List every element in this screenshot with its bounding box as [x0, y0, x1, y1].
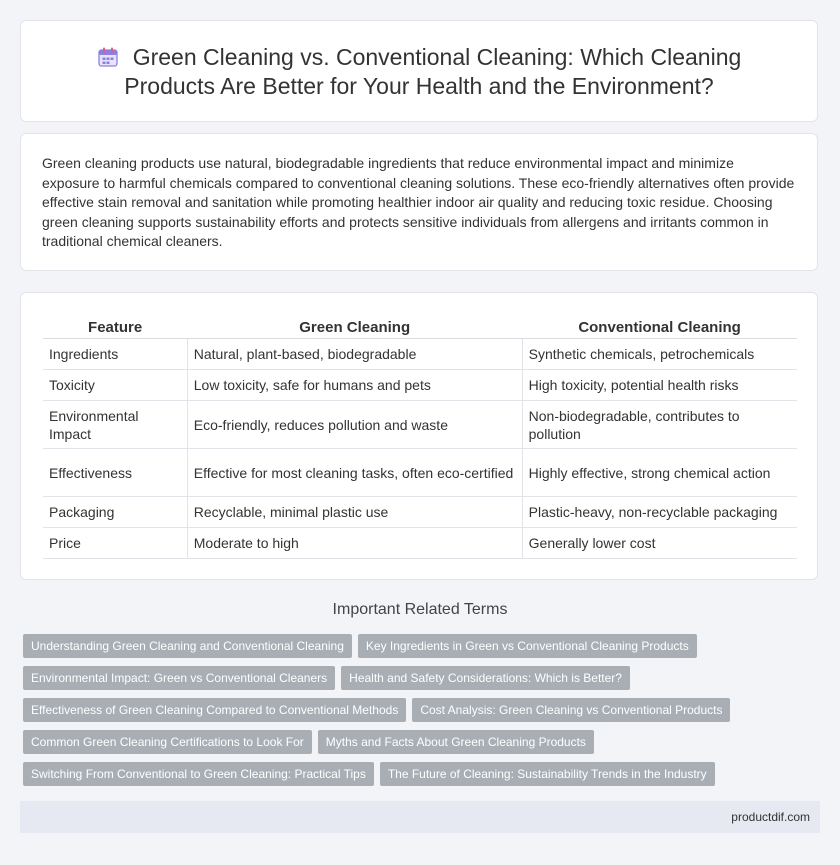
row-feature: Ingredients — [43, 339, 187, 370]
header-feature: Feature — [43, 317, 187, 339]
related-terms-list — [23, 634, 813, 794]
related-tag-link[interactable]: Understanding Green Cleaning and Conventional Cleaning — [23, 634, 352, 658]
row-feature: Effectiveness — [43, 449, 187, 497]
row-feature: Price — [43, 528, 187, 559]
row-green: Natural, plant-based, biodegradable — [187, 339, 522, 370]
page-title-wrap — [21, 43, 817, 101]
related-tag-link[interactable]: Cost Analysis: Green Cleaning vs Conventional Products — [412, 698, 730, 722]
calendar-icon — [97, 46, 119, 68]
row-feature: Environmental Impact — [43, 401, 187, 449]
row-conventional: Synthetic chemicals, petrochemicals — [522, 339, 797, 370]
row-conventional: High toxicity, potential health risks — [522, 370, 797, 401]
related-terms-title: Important Related Terms — [332, 601, 508, 618]
footer-site-link[interactable]: productdif.com — [731, 810, 810, 824]
row-green: Low toxicity, safe for humans and pets — [187, 370, 522, 401]
table-row — [43, 401, 797, 449]
row-feature: Packaging — [43, 497, 187, 528]
table-row — [43, 339, 797, 370]
row-green: Recyclable, minimal plastic use — [187, 497, 522, 528]
footer-bar — [20, 801, 820, 833]
row-feature: Toxicity — [43, 370, 187, 401]
table-row — [43, 370, 797, 401]
table-row — [43, 497, 797, 528]
row-conventional: Plastic-heavy, non-recyclable packaging — [522, 497, 797, 528]
related-tag-link[interactable]: Health and Safety Considerations: Which is Better? — [341, 666, 630, 690]
page-title: Green Cleaning vs. Conventional Cleaning: Which Cleaning Products Are Better for Your Health and the Environment? — [124, 44, 742, 99]
table-row — [43, 449, 797, 497]
header-green-cleaning: Green Cleaning — [187, 317, 522, 339]
table-row — [43, 528, 797, 559]
related-tag-link[interactable]: Common Green Cleaning Certifications to Look For — [23, 730, 312, 754]
row-conventional: Generally lower cost — [522, 528, 797, 559]
comparison-table — [43, 317, 797, 559]
related-tag-link[interactable]: The Future of Cleaning: Sustainability Trends in the Industry — [380, 762, 715, 786]
header-conventional-cleaning: Conventional Cleaning — [522, 317, 797, 339]
intro-card — [20, 133, 818, 271]
related-tag-link[interactable]: Key Ingredients in Green vs Conventional Cleaning Products — [358, 634, 697, 658]
row-conventional: Non-biodegradable, contributes to pollution — [522, 401, 797, 449]
comparison-card — [20, 292, 818, 580]
intro-paragraph: Green cleaning products use natural, biodegradable ingredients that reduce environmental impact and minimize exposure to harmful chemicals compared to conventional cleaning solutions. These eco-friendly alternatives often provide effective stain removal and sanitation while promoting healthier indoor air quality and reducing toxic residue. Choosing green cleaning supports sustainability efforts and protects sensitive individuals from allergens and irritants common in traditional chemical cleaners. — [42, 155, 795, 249]
row-conventional: Highly effective, strong chemical action — [522, 449, 797, 497]
title-card — [20, 20, 818, 122]
related-tag-link[interactable]: Effectiveness of Green Cleaning Compared to Conventional Methods — [23, 698, 406, 722]
table-header-row — [43, 317, 797, 339]
row-green: Effective for most cleaning tasks, often eco-certified — [187, 449, 522, 497]
row-green: Eco-friendly, reduces pollution and waste — [187, 401, 522, 449]
related-tag-link[interactable]: Myths and Facts About Green Cleaning Products — [318, 730, 594, 754]
related-tag-link[interactable]: Environmental Impact: Green vs Conventional Cleaners — [23, 666, 335, 690]
row-green: Moderate to high — [187, 528, 522, 559]
related-tag-link[interactable]: Switching From Conventional to Green Cleaning: Practical Tips — [23, 762, 374, 786]
